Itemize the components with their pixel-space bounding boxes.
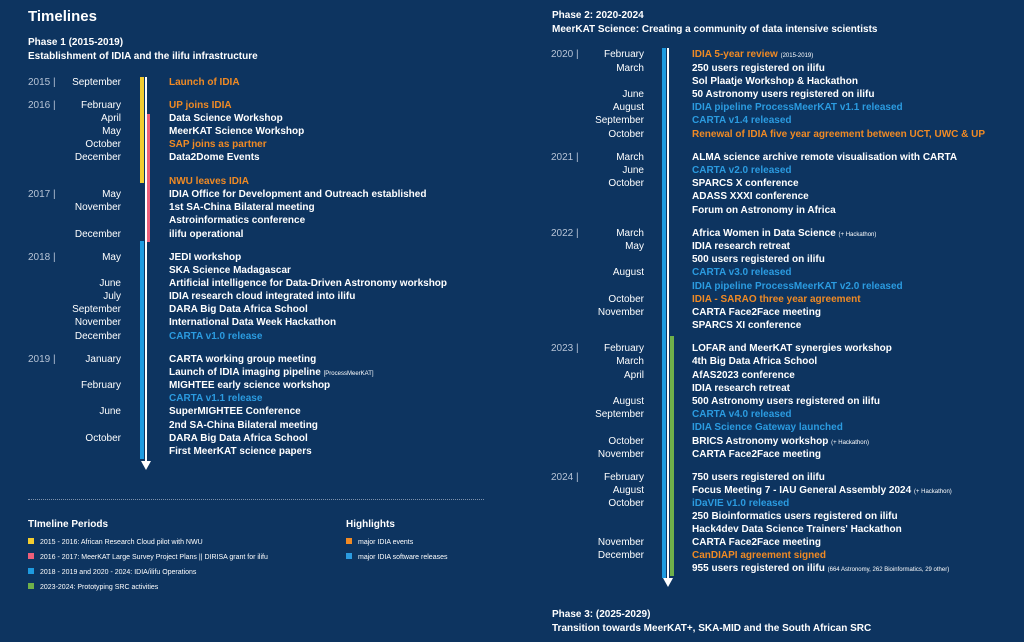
page-title: Timelines bbox=[28, 8, 97, 25]
timeline-event bbox=[169, 380, 330, 392]
timeline-month: January bbox=[85, 354, 121, 365]
timeline-event-label: Focus Meeting 7 - IAU General Assembly 2024 bbox=[692, 485, 912, 496]
timeline-month: June bbox=[99, 406, 121, 417]
period-bar-blue-right bbox=[662, 48, 666, 578]
timeline-month: September bbox=[595, 409, 644, 420]
timeline-event bbox=[169, 113, 283, 125]
timeline-event-label: Astroinformatics conference bbox=[169, 215, 306, 226]
timeline-event-label: MIGHTEE early science workshop bbox=[169, 380, 331, 391]
timeline-month: November bbox=[597, 449, 644, 460]
timeline-year: 2017 | bbox=[28, 189, 56, 200]
legend-label: 2016 - 2017: MeerKAT Large Survey Project Plans || DIRISA grant for ilifu bbox=[40, 554, 268, 561]
timeline-month: March bbox=[616, 228, 644, 239]
timeline-event bbox=[692, 472, 825, 484]
timeline-event-label: IDIA pipeline ProcessMeerKAT v1.1 released bbox=[692, 102, 903, 113]
timeline-event-label: Launch of IDIA imaging pipeline bbox=[169, 367, 321, 378]
timeline-event bbox=[692, 254, 825, 266]
timeline-event bbox=[692, 449, 821, 461]
timeline-event-label: Sol Plaatje Workshop & Hackathon bbox=[692, 76, 858, 87]
timeline-event bbox=[169, 176, 249, 188]
timeline-event-label: IDIA Office for Development and Outreach established bbox=[169, 189, 427, 200]
timeline-event-label: SKA Science Madagascar bbox=[169, 265, 291, 276]
legend-swatch bbox=[346, 553, 352, 559]
divider bbox=[28, 499, 484, 500]
periods-heading: TImeline Periods bbox=[28, 519, 109, 530]
timeline-event bbox=[692, 49, 813, 62]
timeline-month: December bbox=[597, 550, 644, 561]
timeline-month: August bbox=[612, 396, 644, 407]
timeline-year: 2016 | bbox=[28, 100, 56, 111]
timeline-event-label: 250 users registered on ilifu bbox=[692, 63, 825, 74]
timeline-month: July bbox=[103, 291, 121, 302]
timeline-event-label: SPARCS X conference bbox=[692, 178, 799, 189]
legend-label: 2023-2024: Prototyping SRC activities bbox=[40, 584, 159, 591]
timeline-event-label: IDIA research cloud integrated into ilifu bbox=[169, 291, 356, 302]
timeline-event-label: AfAS2023 conference bbox=[692, 370, 795, 381]
timeline-month: December bbox=[74, 152, 121, 163]
timeline-month: February bbox=[603, 472, 644, 483]
timeline-event bbox=[692, 550, 826, 562]
timeline-event bbox=[692, 422, 843, 434]
legend-item bbox=[28, 583, 158, 592]
timeline-event bbox=[169, 278, 447, 290]
timeline-month: December bbox=[74, 229, 121, 240]
timeline-event bbox=[692, 178, 799, 190]
timeline-event-label: CARTA v2.0 released bbox=[692, 165, 792, 176]
timeline-month: August bbox=[612, 267, 644, 278]
timeline-event bbox=[692, 63, 825, 75]
timeline-event-label: Launch of IDIA bbox=[169, 77, 240, 88]
timeline-event-label: SAP joins as partner bbox=[169, 139, 267, 150]
timeline-event-label: IDIA pipeline ProcessMeerKAT v2.0 released bbox=[692, 281, 903, 292]
timeline-arrow-right bbox=[663, 578, 673, 587]
legend-swatch bbox=[28, 568, 34, 574]
timeline-event bbox=[692, 281, 903, 293]
timeline-month: October bbox=[608, 498, 644, 509]
phase3-header bbox=[552, 608, 871, 636]
timeline-month: February bbox=[603, 49, 644, 60]
timeline-event bbox=[169, 331, 262, 343]
period-bar-blue bbox=[140, 241, 144, 459]
legend-label: major IDIA events bbox=[358, 539, 414, 546]
timeline-event bbox=[692, 152, 957, 164]
timeline-event-label: SuperMIGHTEE Conference bbox=[169, 406, 301, 417]
timeline-event-label: NWU leaves IDIA bbox=[169, 176, 250, 187]
timeline-month: October bbox=[608, 294, 644, 305]
phase3-subheading: Transition towards MeerKAT+, SKA-MID and the South African SRC bbox=[552, 623, 872, 634]
timeline-event bbox=[169, 393, 262, 405]
phase2-header bbox=[552, 9, 877, 37]
timeline-event-label: ADASS XXXI conference bbox=[692, 191, 809, 202]
period-bar-green bbox=[670, 336, 674, 576]
legend-item bbox=[28, 538, 203, 547]
timeline-month: October bbox=[608, 436, 644, 447]
timeline-axis-left bbox=[145, 77, 147, 461]
timeline-event-label: UP joins IDIA bbox=[169, 100, 232, 111]
timeline-event bbox=[169, 152, 260, 164]
timeline-event bbox=[692, 205, 836, 217]
timeline-event bbox=[692, 228, 876, 241]
timeline-event bbox=[169, 304, 308, 316]
timeline-event-label: 4th Big Data Africa School bbox=[692, 356, 818, 367]
timeline-event-label: JEDI workshop bbox=[169, 252, 242, 263]
timeline-event bbox=[692, 563, 949, 576]
timeline-month: June bbox=[622, 89, 644, 100]
phase1-header bbox=[28, 36, 258, 64]
timeline-year: 2018 | bbox=[28, 252, 56, 263]
timeline-event-label: iDaVIE v1.0 released bbox=[692, 498, 790, 509]
timeline-event-label: CARTA Face2Face meeting bbox=[692, 307, 821, 318]
timeline-month: August bbox=[612, 102, 644, 113]
timeline-month: October bbox=[608, 178, 644, 189]
timeline-event-label: 750 users registered on ilifu bbox=[692, 472, 825, 483]
timeline-axis-right bbox=[667, 48, 669, 578]
timeline-event bbox=[692, 89, 874, 101]
timeline-event-label: CanDIAPI agreement signed bbox=[692, 550, 826, 561]
timeline-month: August bbox=[612, 485, 644, 496]
timeline-event bbox=[169, 406, 301, 418]
timeline-event bbox=[169, 265, 291, 277]
timeline-month: June bbox=[99, 278, 121, 289]
period-bar-yellow bbox=[140, 77, 144, 183]
timeline-month: March bbox=[616, 63, 644, 74]
legend-item bbox=[28, 568, 196, 577]
timeline-event-label: International Data Week Hackathon bbox=[169, 317, 337, 328]
phase3-heading: Phase 3: (2025-2029) bbox=[552, 609, 651, 620]
timeline-event bbox=[692, 485, 952, 498]
timeline-event bbox=[169, 215, 305, 227]
timeline-event-label: ALMA science archive remote visualisation with CARTA bbox=[692, 152, 958, 163]
timeline-event-label: 500 Astronomy users registered on ilifu bbox=[692, 396, 881, 407]
timeline-event bbox=[692, 307, 821, 319]
timeline-event bbox=[169, 189, 426, 201]
timeline-month: April bbox=[623, 370, 644, 381]
timeline-event-label: 2nd SA-China Bilateral meeting bbox=[169, 420, 318, 431]
timeline-event-label: 250 Bioinformatics users registered on ilifu bbox=[692, 511, 898, 522]
timeline-month: November bbox=[74, 202, 121, 213]
timeline-event-label: IDIA Science Gateway launched bbox=[692, 422, 843, 433]
timeline-month: September bbox=[72, 304, 121, 315]
timeline-event-label: CARTA v1.0 release bbox=[169, 331, 263, 342]
timeline-event-label: Artificial intelligence for Data-Driven Astronomy workshop bbox=[169, 278, 448, 289]
timeline-event-label: Hack4dev Data Science Trainers' Hackathon bbox=[692, 524, 902, 535]
timeline-event bbox=[692, 115, 792, 127]
timeline-month: April bbox=[100, 113, 121, 124]
timeline-event bbox=[169, 126, 304, 138]
timeline-event-label: 1st SA-China Bilateral meeting bbox=[169, 202, 315, 213]
timeline-event bbox=[692, 409, 792, 421]
timeline-event-label: Data Science Workshop bbox=[169, 113, 283, 124]
timeline-event-label: CARTA v1.1 release bbox=[169, 393, 263, 404]
timeline-month: May bbox=[102, 252, 121, 263]
timeline-event-label: Forum on Astronomy in Africa bbox=[692, 205, 836, 216]
timeline-event bbox=[692, 343, 892, 355]
timeline-event bbox=[692, 191, 809, 203]
timeline-event bbox=[692, 370, 795, 382]
timeline-month: November bbox=[597, 537, 644, 548]
timeline-arrow-left bbox=[141, 461, 151, 470]
timeline-event-label: CARTA working group meeting bbox=[169, 354, 317, 365]
highlights-heading: Highlights bbox=[346, 519, 395, 530]
timeline-event bbox=[692, 396, 880, 408]
timeline-month: December bbox=[74, 331, 121, 342]
timeline-event bbox=[169, 202, 315, 214]
timeline-event bbox=[692, 165, 792, 177]
timeline-month: October bbox=[85, 433, 121, 444]
timeline-event-note: [ProcessMeerKAT] bbox=[323, 371, 374, 377]
timeline-event bbox=[169, 354, 316, 366]
timeline-event-label: DARA Big Data Africa School bbox=[169, 304, 308, 315]
timeline-event bbox=[692, 524, 902, 536]
timeline-month: May bbox=[625, 241, 644, 252]
timeline-event bbox=[692, 498, 789, 510]
timeline-event-label: CARTA Face2Face meeting bbox=[692, 537, 821, 548]
timeline-event bbox=[692, 511, 898, 523]
timeline-event-label: IDIA research retreat bbox=[692, 383, 791, 394]
timeline-event bbox=[169, 229, 243, 241]
timeline-event-label: Renewal of IDIA five year agreement between UCT, UWC & UP bbox=[692, 129, 986, 140]
timeline-event bbox=[169, 420, 318, 432]
timeline-event bbox=[169, 317, 336, 329]
timeline-event-label: CARTA v1.4 released bbox=[692, 115, 792, 126]
timeline-event bbox=[692, 537, 821, 549]
timeline-event bbox=[169, 139, 267, 151]
timeline-month: September bbox=[595, 115, 644, 126]
timeline-event-label: 50 Astronomy users registered on ilifu bbox=[692, 89, 875, 100]
timeline-event-label: IDIA research retreat bbox=[692, 241, 791, 252]
timeline-year: 2022 | bbox=[551, 228, 579, 239]
legend-swatch bbox=[28, 553, 34, 559]
timeline-year: 2021 | bbox=[551, 152, 579, 163]
timeline-month: October bbox=[85, 139, 121, 150]
legend-swatch bbox=[28, 583, 34, 589]
timeline-event bbox=[692, 294, 861, 306]
timeline-event bbox=[169, 433, 308, 445]
timeline-month: March bbox=[616, 356, 644, 367]
phase1-heading: Phase 1 (2015-2019) bbox=[28, 37, 124, 48]
timeline-event-label: 955 users registered on ilifu bbox=[692, 563, 825, 574]
legend-item bbox=[346, 538, 413, 547]
timeline-event-label: CARTA Face2Face meeting bbox=[692, 449, 821, 460]
timeline-month: May bbox=[102, 126, 121, 137]
timeline-year: 2023 | bbox=[551, 343, 579, 354]
timeline-event bbox=[692, 356, 817, 368]
timeline-event-label: CARTA v4.0 released bbox=[692, 409, 792, 420]
timeline-event-label: LOFAR and MeerKAT synergies workshop bbox=[692, 343, 892, 354]
timeline-event bbox=[692, 436, 869, 449]
legend-swatch bbox=[346, 538, 352, 544]
timeline-year: 2024 | bbox=[551, 472, 579, 483]
timeline-month: June bbox=[622, 165, 644, 176]
timeline-event-label: MeerKAT Science Workshop bbox=[169, 126, 305, 137]
timeline-event-note: (664 Astronomy, 262 Bioinformatics, 29 other) bbox=[827, 567, 950, 573]
timeline-year: 2019 | bbox=[28, 354, 56, 365]
timeline-month: February bbox=[80, 100, 121, 111]
timeline-event bbox=[169, 367, 374, 380]
timeline-event-label: SPARCS XI conference bbox=[692, 320, 802, 331]
timeline-event bbox=[169, 77, 240, 89]
timeline-event bbox=[692, 102, 903, 114]
timeline-month: November bbox=[597, 307, 644, 318]
timeline-month: May bbox=[102, 189, 121, 200]
timeline-event-label: ilifu operational bbox=[169, 229, 244, 240]
timeline-event bbox=[169, 291, 355, 303]
timeline-event bbox=[169, 100, 232, 112]
timeline-event-label: IDIA 5-year review bbox=[692, 49, 778, 60]
timeline-year: 2020 | bbox=[551, 49, 579, 60]
timeline-event bbox=[692, 241, 790, 253]
timeline-event-label: Data2Dome Events bbox=[169, 152, 260, 163]
timeline-event-note: (+ Hackathon) bbox=[913, 489, 952, 495]
timeline-event-label: CARTA v3.0 released bbox=[692, 267, 792, 278]
phase2-heading: Phase 2: 2020-2024 bbox=[552, 10, 644, 21]
phase1-subheading: Establishment of IDIA and the ilifu infrastructure bbox=[28, 51, 258, 62]
timeline-event-label: Africa Women in Data Science bbox=[692, 228, 836, 239]
timeline-month: February bbox=[80, 380, 121, 391]
timeline-event bbox=[692, 267, 792, 279]
timeline-month: September bbox=[72, 77, 121, 88]
timeline-event-label: IDIA - SARAO three year agreement bbox=[692, 294, 861, 305]
timeline-event-note: (+ Hackathon) bbox=[831, 440, 869, 446]
legend-item bbox=[346, 553, 447, 562]
phase2-subheading: MeerKAT Science: Creating a community of data intensive scientists bbox=[552, 24, 878, 35]
timeline-event-label: First MeerKAT science papers bbox=[169, 446, 312, 457]
timeline-event bbox=[169, 446, 312, 458]
timeline-event bbox=[692, 76, 858, 88]
timeline-event-label: DARA Big Data Africa School bbox=[169, 433, 308, 444]
timeline-event-label: BRICS Astronomy workshop bbox=[692, 436, 829, 447]
timeline-month: March bbox=[616, 152, 644, 163]
timeline-event bbox=[692, 129, 985, 141]
timeline-event bbox=[692, 320, 801, 332]
timeline-event-label: 500 users registered on ilifu bbox=[692, 254, 825, 265]
timeline-event-note: (2015-2019) bbox=[780, 53, 814, 59]
timeline-event bbox=[692, 383, 790, 395]
timeline-month: February bbox=[603, 343, 644, 354]
timeline-event bbox=[169, 252, 241, 264]
legend-item bbox=[28, 553, 268, 562]
timeline-event-note: (+ Hackathon) bbox=[838, 232, 877, 238]
legend-label: major IDIA software releases bbox=[358, 554, 448, 561]
timeline-month: November bbox=[74, 317, 121, 328]
legend-label: 2018 - 2019 and 2020 - 2024: IDIA/ilifu Operations bbox=[40, 569, 197, 576]
timeline-year: 2015 | bbox=[28, 77, 56, 88]
legend-label: 2015 - 2016: African Research Cloud pilot with NWU bbox=[40, 539, 203, 546]
legend-swatch bbox=[28, 538, 34, 544]
timeline-month: October bbox=[608, 129, 644, 140]
